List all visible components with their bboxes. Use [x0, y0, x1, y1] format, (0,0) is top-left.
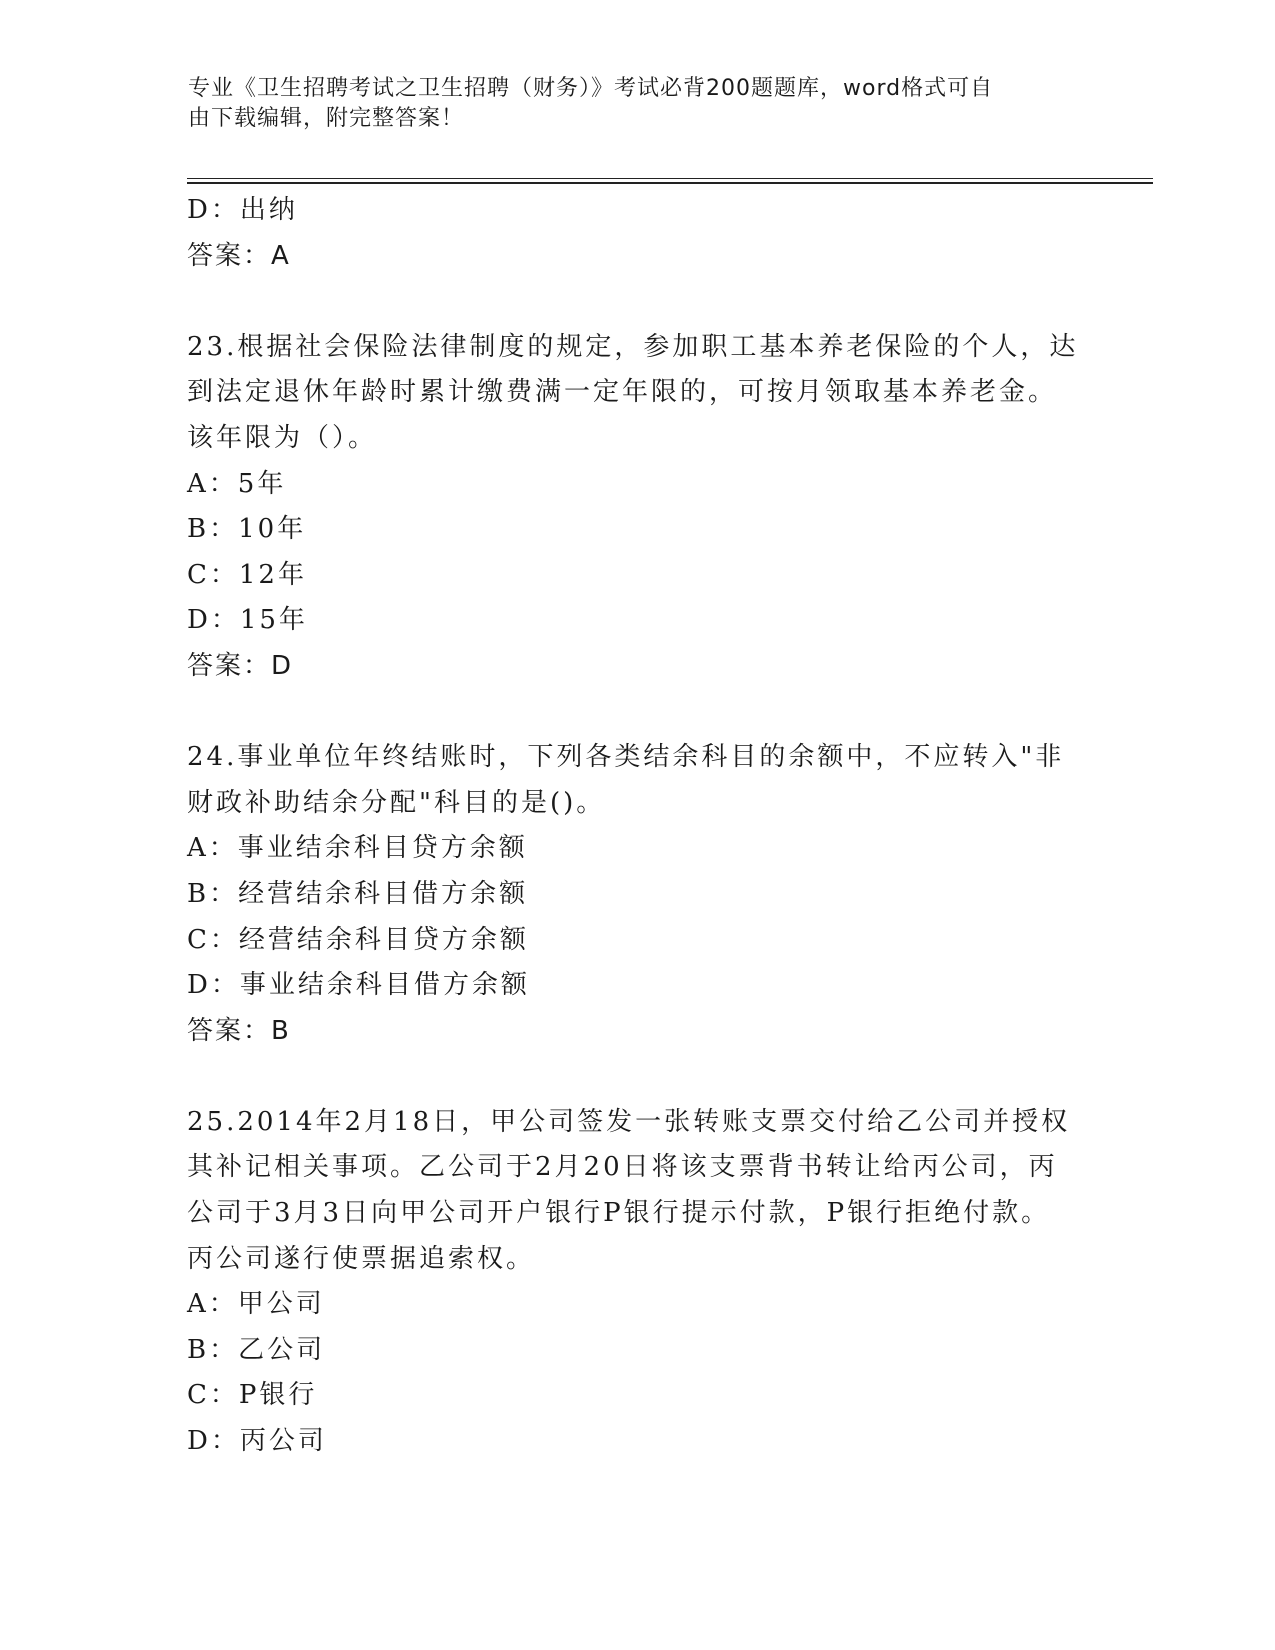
option-d: D：15年	[187, 605, 308, 636]
question-25	[187, 1100, 1087, 1465]
option-d: D：丙公司	[187, 1426, 327, 1457]
option-d: D：出纳	[187, 195, 298, 225]
option-c: C：P银行	[187, 1380, 318, 1411]
spacer	[187, 279, 1087, 325]
question-text-line: 23.根据社会保险法律制度的规定，参加职工基本养老保险的个人，达	[187, 331, 1079, 362]
option-c: C：12年	[187, 559, 307, 590]
option-b: B：经营结余科目借方余额	[187, 878, 529, 909]
option-a: A：5年	[187, 468, 287, 499]
option-d: D：事业结余科目借方余额	[187, 970, 530, 1001]
header-divider-thin	[187, 178, 1153, 179]
question-text-line: 到法定退休年龄时累计缴费满一定年限的，可按月领取基本养老金。	[187, 377, 1058, 408]
question-text-line: 该年限为（）。	[187, 422, 378, 453]
option-a: A：事业结余科目贷方余额	[187, 833, 528, 864]
question-text-line: 公司于3月3日向甲公司开户银行P银行提示付款，P银行拒绝付款。	[187, 1198, 1051, 1229]
question-text-line: 丙公司遂行使票据追索权。	[187, 1243, 536, 1274]
answer-line: 答案：D	[187, 650, 294, 681]
question-23	[187, 325, 1087, 690]
page-header	[188, 74, 1068, 134]
option-c: C：经营结余科目贷方余额	[187, 924, 529, 955]
option-a: A：甲公司	[187, 1289, 325, 1320]
question-content	[187, 188, 1087, 1465]
option-b: B：乙公司	[187, 1334, 326, 1365]
question-text-line: 25.2014年2月18日，甲公司签发一张转账支票交付给乙公司并授权	[187, 1106, 1071, 1137]
spacer	[187, 1054, 1087, 1100]
answer-line: 答案：B	[187, 1015, 291, 1046]
spacer	[187, 690, 1087, 736]
option-b: B：10年	[187, 514, 307, 545]
header-line-2: 由下载编辑，附完整答案！	[188, 106, 465, 131]
question-text-line: 财政补助结余分配"科目的是()。	[187, 787, 606, 818]
question-24	[187, 735, 1087, 1054]
question-text-line: 24.事业单位年终结账时，下列各类结余科目的余额中，不应转入"非	[187, 742, 1065, 773]
header-line-1: 专业《卫生招聘考试之卫生招聘（财务）》考试必背200题题库，word格式可自	[188, 76, 994, 101]
answer-line: 答案：A	[187, 240, 291, 271]
question-text-line: 其补记相关事项。乙公司于2月20日将该支票背书转让给丙公司，丙	[187, 1152, 1058, 1183]
header-divider-thick	[187, 182, 1153, 184]
